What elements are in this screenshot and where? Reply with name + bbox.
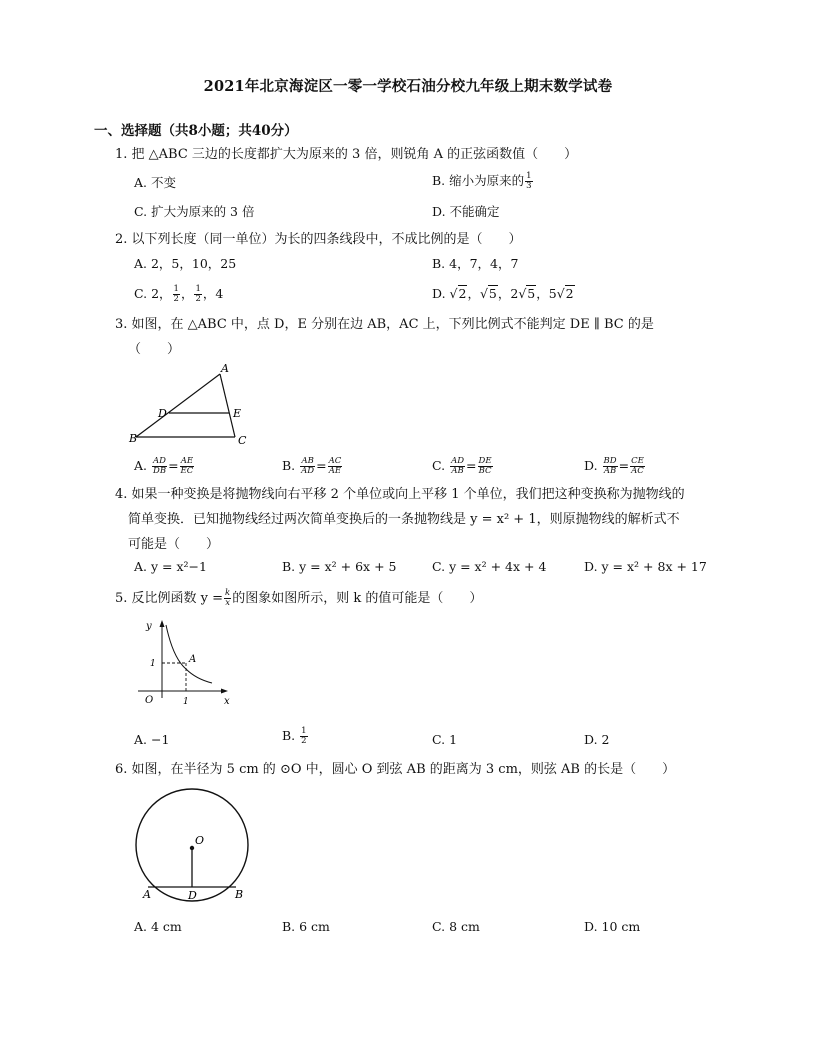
question-1-option-c: C. 扩大为原来的 3 倍 xyxy=(134,204,255,219)
fraction-numerator: AC xyxy=(328,456,342,466)
x-tick-1: 1 xyxy=(183,697,189,707)
hyperbola-graph xyxy=(138,618,238,710)
question-6-option-c: C. 8 cm xyxy=(432,919,480,934)
fraction-numerator: AD xyxy=(451,456,465,466)
fraction-numerator: CE xyxy=(631,456,644,466)
question-5-option-c: C. 1 xyxy=(432,732,458,747)
label-e: E xyxy=(233,407,242,420)
label-a: A xyxy=(221,362,229,375)
fraction xyxy=(152,457,167,476)
fraction-denominator: AE xyxy=(328,466,342,476)
question-4-option-c: C. y = x² + 4x + 4 xyxy=(432,559,547,574)
circle-figure xyxy=(126,782,256,907)
option-text: B. 缩小为原来的 xyxy=(432,173,525,188)
fraction xyxy=(450,457,465,476)
fraction xyxy=(180,457,195,476)
option-text: ，2√ xyxy=(497,286,527,301)
fraction-denominator: AC xyxy=(631,466,644,476)
fraction-numerator: 1 xyxy=(526,171,532,181)
fraction xyxy=(478,457,493,476)
point-a-label: A xyxy=(143,888,151,901)
question-3-option-b: B. $\frac{AB}{AD}$ = $\frac{AC}{AE}$ xyxy=(282,456,342,476)
fraction xyxy=(194,285,201,304)
fraction-numerator: 1 xyxy=(301,726,307,736)
fraction-denominator: 2 xyxy=(173,294,179,304)
fraction-numerator: 1 xyxy=(173,284,179,294)
fraction-denominator: DB xyxy=(153,466,167,476)
radicand: 5 xyxy=(488,286,497,301)
question-3-stem-line-2: （ ） xyxy=(128,342,181,357)
question-3-option-a: A. $\frac{AD}{DB}$ = $\frac{AE}{EC}$ xyxy=(134,456,194,476)
label-b: B xyxy=(129,432,138,445)
fraction xyxy=(328,457,343,476)
fraction-numerator: BD xyxy=(603,456,617,466)
question-6-stem: 6. 如图，在半径为 5 cm 的 ⊙O 中，圆心 O 到弦 AB 的距离为 3 cm，则弦 AB 的长是（ ） xyxy=(115,762,676,777)
fraction-numerator: k xyxy=(225,588,231,598)
fraction xyxy=(224,589,231,608)
triangle-figure xyxy=(120,358,260,450)
label-c: C xyxy=(238,434,247,447)
question-3-stem-line-1: 3. 如图，在 △ABC 中，点 D，E 分别在边 AB，AC 上，下列比例式不能判定 DE ∥ BC 的是 xyxy=(115,317,654,332)
question-6-option-b: B. 6 cm xyxy=(282,919,330,934)
point-d-label: D xyxy=(188,889,197,902)
fraction-denominator: x xyxy=(225,598,231,608)
section-heading: 一、选择题（共8小题；共40分） xyxy=(94,123,298,139)
fraction-denominator: EC xyxy=(180,466,194,476)
fraction xyxy=(630,457,645,476)
question-1-option-d: D. 不能确定 xyxy=(432,204,500,219)
fraction-denominator: 2 xyxy=(195,294,201,304)
y-axis-label: y xyxy=(146,621,152,632)
fraction-numerator: AD xyxy=(153,456,167,466)
question-6-option-a: A. 4 cm xyxy=(134,919,182,934)
question-4-stem-line-1: 4. 如果一种变换是将抛物线向右平移 2 个单位或向上平移 1 个单位，我们把这种变换称为抛物线的 xyxy=(115,487,685,502)
page-title: 2021年北京海淀区一零一学校石油分校九年级上期末数学试卷 xyxy=(203,78,613,95)
question-4-stem-line-2: 简单变换．已知抛物线经过两次简单变换后的一条抛物线是 y = x² + 1，则原抛物线的解析式不 xyxy=(128,512,680,527)
y-tick-1: 1 xyxy=(150,659,156,669)
question-2-option-a: A. 2，5，10，25 xyxy=(134,256,237,271)
radicand: 2 xyxy=(458,286,467,301)
option-text: B. xyxy=(282,458,296,473)
option-text: ，√ xyxy=(467,286,488,301)
point-a-label: A xyxy=(189,654,197,665)
label-d: D xyxy=(158,407,167,420)
fraction-denominator: AD xyxy=(301,466,315,476)
center-o-label: O xyxy=(195,834,205,847)
stem-text: 5. 反比例函数 y = xyxy=(115,591,224,606)
question-1-option-a: A. 不变 xyxy=(134,175,176,190)
question-3-option-d: D. $\frac{BD}{AB}$ = $\frac{CE}{AC}$ xyxy=(584,456,644,476)
fraction xyxy=(603,457,618,476)
fraction-denominator: 2 xyxy=(301,736,307,746)
question-2-stem: 2. 以下列长度（同一单位）为长的四条线段中，不成比例的是（ ） xyxy=(115,232,522,247)
question-1-option-b xyxy=(432,172,534,191)
option-text: A. xyxy=(134,458,148,473)
fraction-denominator: BC xyxy=(478,466,492,476)
option-text: C. 2， xyxy=(134,286,172,301)
fraction-numerator: AE xyxy=(180,456,194,466)
question-2-option-b: B. 4，7，4，7 xyxy=(432,256,519,271)
question-5-option-d: D. 2 xyxy=(584,732,610,747)
fraction-denominator: AB xyxy=(451,466,464,476)
question-2-option-d xyxy=(432,286,575,302)
fraction-numerator: DE xyxy=(478,456,492,466)
question-2-option-c xyxy=(134,285,223,304)
question-5-option-b xyxy=(282,727,309,746)
question-5-option-a: A. −1 xyxy=(134,732,170,747)
question-3-option-c: C. $\frac{AD}{AB}$ = $\frac{DE}{BC}$ xyxy=(432,456,492,476)
origin-label: O xyxy=(145,695,154,706)
fraction-numerator: AB xyxy=(301,456,314,466)
fraction xyxy=(173,285,180,304)
stem-text: 的图象如图所示，则 k 的值可能是（ ） xyxy=(232,591,483,606)
fraction-denominator: AB xyxy=(603,466,617,476)
option-text: B. xyxy=(282,728,296,743)
option-text: ，5√ xyxy=(536,286,565,301)
fraction-numerator: 1 xyxy=(195,284,201,294)
fraction xyxy=(300,457,315,476)
question-4-stem-line-3: 可能是（ ） xyxy=(128,537,220,552)
question-5-stem xyxy=(115,589,482,608)
radicand: 2 xyxy=(565,286,574,301)
question-4-option-a: A. y = x²−1 xyxy=(134,559,207,574)
option-text: D. xyxy=(584,458,598,473)
question-1-stem: 1. 把 △ABC 三边的长度都扩大为原来的 3 倍，则锐角 A 的正弦函数值（ ） xyxy=(115,147,578,162)
point-b-label: B xyxy=(235,888,244,901)
question-4-option-d: D. y = x² + 8x + 17 xyxy=(584,559,707,574)
option-text: D. √ xyxy=(432,286,458,301)
x-axis-label: x xyxy=(224,696,230,707)
option-text: ， xyxy=(180,286,194,301)
question-4-option-b: B. y = x² + 6x + 5 xyxy=(282,559,397,574)
question-6-option-d: D. 10 cm xyxy=(584,919,641,934)
option-text: ，4 xyxy=(202,286,224,301)
fraction xyxy=(525,172,532,191)
fraction xyxy=(300,727,307,746)
fraction-denominator: 3 xyxy=(526,181,532,191)
option-text: C. xyxy=(432,458,446,473)
radicand: 5 xyxy=(527,286,536,301)
